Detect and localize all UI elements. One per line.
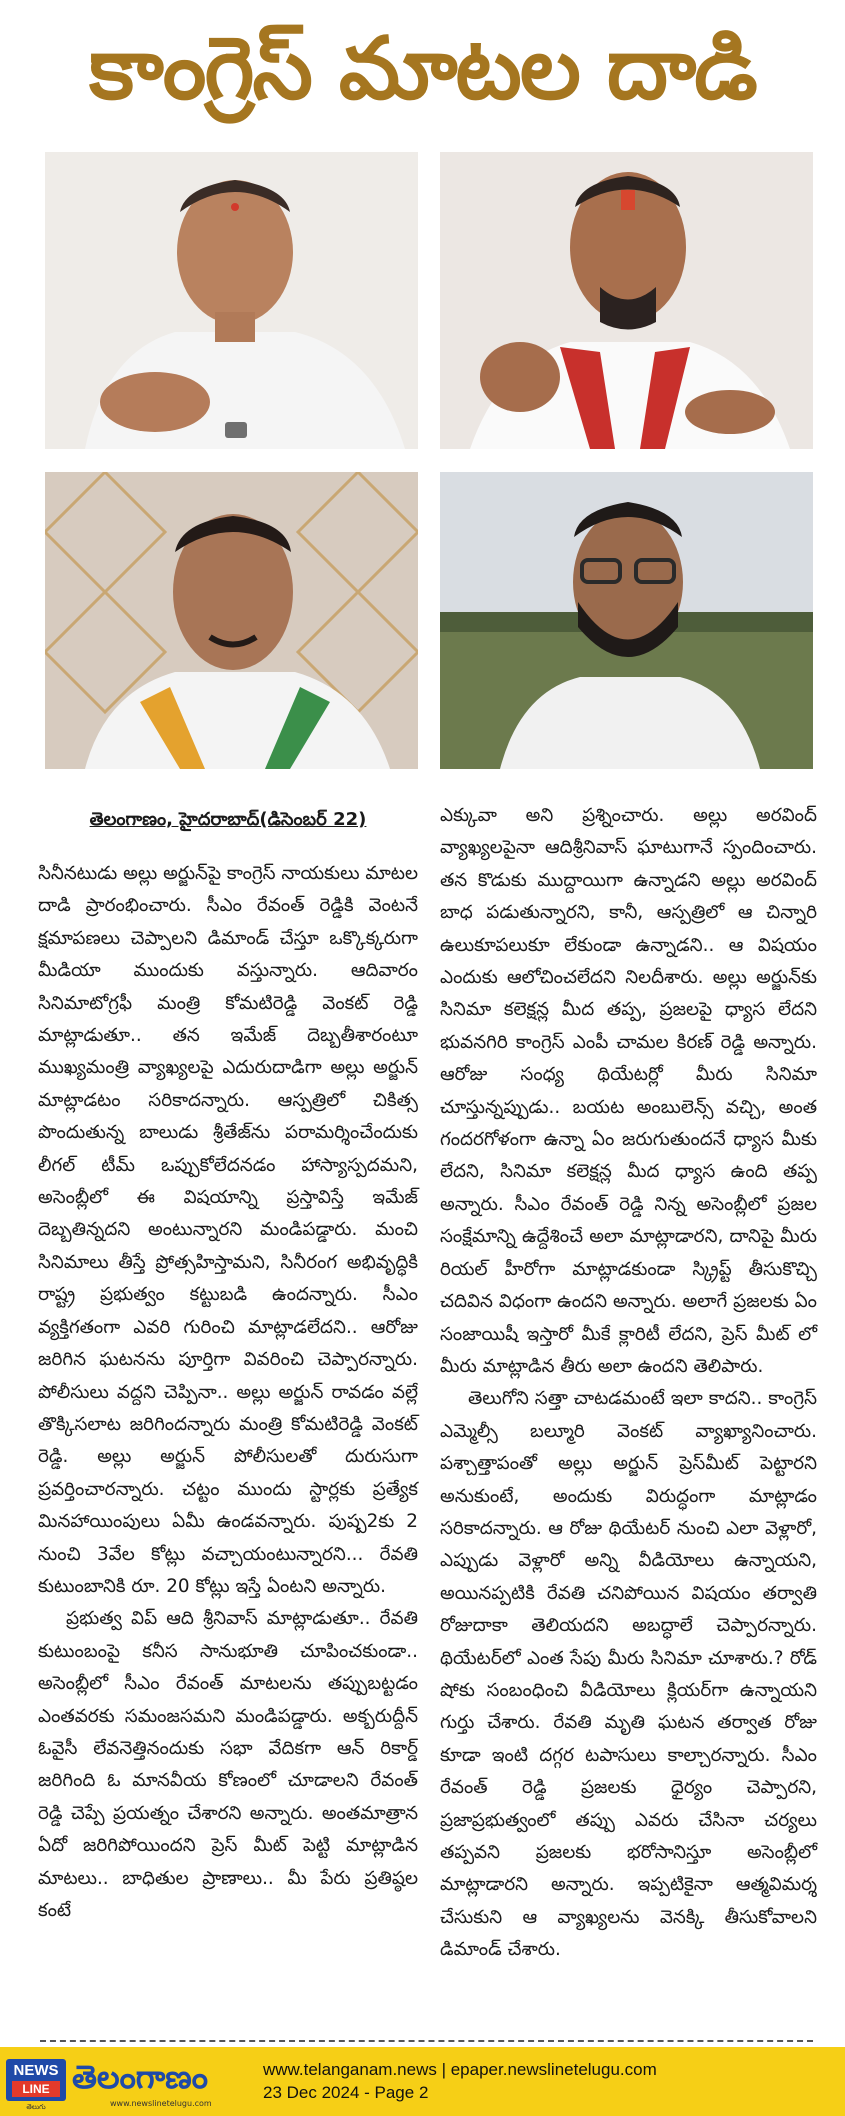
newsline-logo[interactable]: NEWS LINE (6, 2059, 66, 2101)
photo-whip-portrait (440, 152, 813, 449)
paragraph: తెలుగోని సత్తా చాటడమంటే ఇలా కాదని.. కాంగ్రెస్ ఎమ్మెల్సీ బల్మూరి వెంకట్ వ్యాఖ్యానించారు. పశ్చాత్తాపంతో అల్లు అర్జున్ ప్రెస్‌మీట్ పెట్టారని అనుకుంటే, అందుకు విరుద్ధంగా మాట్లాడం సరికాదన్నారు. ఆ రోజు థియేటర్ నుంచి ఎలా వెళ్లారో, ఎప్పుడు వెళ్లారో అన్ని వీడియోలు ఉన్నాయని, అయినప్పటికి రేవతి చనిపోయిన విషయం తర్వాతి రోజుదాకా తెలియదని అబద్ధాలే చెప్పారన్నారు. థియేటర్‌లో ఎంత సేపు మీరు సినిమా చూశారు.? రోడ్ షోకు సంబంధించి వీడియోలు క్లియర్‌గా ఉన్నాయని గుర్తు చేశారు. రేవతి మృతి ఘటన తర్వాత రోజు కూడా ఇంటి దగ్గర టపాసులు కాల్చారన్నారు. సీఎం రేవంత్ రెడ్డి ప్రజలకు ధైర్యం చెప్పారని, ప్రజాప్రభుత్వంలో తప్పు ఎవరు చేసినా చర్యలు తప్పవని ప్రజలకు భరోసానిస్తూ అసెంబ్లీలో మాట్లాడారని అన్నారు. ఇప్పటికైనా ఆత్మవిమర్శ చేసుకుని ఆ వ్యాఖ్యలను వెనక్కి తీసుకోవాలని డిమాండ్ చేశారు. (440, 1388, 817, 1961)
logo-subtitle: తెలుగు (26, 2103, 46, 2111)
brand-url[interactable]: www.newslinetelugu.com (110, 2099, 212, 2108)
footer-sites[interactable]: www.telanganam.news | epaper.newslinetelugu.com (263, 2060, 657, 2079)
footer-edition: 23 Dec 2024 - Page 2 (263, 2083, 429, 2102)
divider (40, 2040, 813, 2042)
paragraph: ఎక్కువా అని ప్రశ్నించారు. అల్లు అరవింద్ వ్యాఖ్యలపైనా ఆదిశ్రీనివాస్ ఘాటుగానే స్పందించారు. తన కొడుకు ముద్దాయిగా ఉన్నాడని అల్లు అరవింద్ బాధ పడుతున్నారని, కానీ, ఆస్పత్రిలో ఆ చిన్నారి ఉలుకూపలుకూ లేకుండా ఉన్నాడని.. ఆ విషయం ఎందుకు ఆలోచించలేదని నిలదీశారు. అల్లు అర్జున్‌కు సినిమా కలెక్షన్ల మీద తప్ప, ప్రజలపై ధ్యాస లేదని భువనగిరి కాంగ్రెస్ ఎంపీ చామల కిరణ్ రెడ్డి అన్నారు. ఆరోజు సంధ్య థియేటర్లో మీరు సినిమా చూస్తున్నప్పుడు.. బయట అంబులెన్స్ వచ్చి, అంత గందరగోళంగా ఉన్నా ఏం జరుగుతుందనే ధ్యాస మీకు లేదని, సినిమా కలెక్షన్ల మీద ధ్యాస ఉంది తప్ప అన్నారు. సీఎం రేవంత్ రెడ్డి నిన్న అసెంబ్లీలో ప్రజల సంక్షేమాన్ని ఉద్దేశించే అలా మాట్లాడారని, దానిపై మీరు రియల్ హీరోగా మాట్లాడకుండా స్క్రిప్ట్ తీసుకొచ్చి చదివిన విధంగా ఉందని అన్నారు. అలాగే ప్రజలకు ఏం సంజాయిషీ ఇస్తారో మీకే క్లారిటీ లేదని, ప్రెస్ మీట్ లో మీరు మాట్లాడిన తీరు అలా ఉందని తెలిపారు. (440, 805, 817, 1377)
photo-mp-portrait (45, 472, 418, 769)
footer (0, 2047, 845, 2116)
paragraph: సినీనటుడు అల్లు అర్జున్‌పై కాంగ్రెస్ నాయకులు మాటల దాడి ప్రారంభించారు. సీఎం రేవంత్ రెడ్డికి వెంటనే క్షమాపణలు చెప్పాలని డిమాండ్ చేస్తూ ఒక్కొక్కరుగా మీడియా ముందుకు వస్తున్నారు. ఆదివారం సినిమాటోగ్రఫీ మంత్రి కోమటిరెడ్డి వెంకట్ రెడ్డి మాట్లాడుతూ.. తన ఇమేజ్ దెబ్బతీశారంటూ ముఖ్యమంత్రి వ్యాఖ్యలపై ఎదురుదాడిగా అల్లు అర్జున్ మాట్లాడటం సరికాదన్నారు. ఆస్పత్రిలో చికిత్స పొందుతున్న బాలుడు శ్రీతేజ్‌ను పరామర్శించేందుకు లీగల్ టీమ్ ఒప్పుకోలేదనడం హాస్యాస్పదమని, అసెంబ్లీలో ఈ విషయాన్ని ప్రస్తావిస్తే ఇమేజ్ దెబ్బతిన్నదని అంటున్నారని మండిపడ్డారు. మంచి సినిమాలు తీస్తే ప్రోత్సహిస్తామని, సినీరంగ అభివృద్ధికి రాష్ట్ర ప్రభుత్వం కట్టుబడి ఉందన్నారు. సీఎం వ్యక్తిగతంగా ఎవరి గురించి మాట్లాడలేదని.. ఆరోజు జరిగిన ఘటనను పూర్తిగా వివరించి చెప్పారన్నారు. పోలీసులు వద్దని చెప్పినా.. అల్లు అర్జున్ రావడం వల్లే తొక్కిసలాట జరిగిందన్నారు మంత్రి కోమటిరెడ్డి వెంకట్ రెడ్డి. అల్లు అర్జున్ పోలీసులతో దురుసుగా ప్రవర్తించారన్నారు. చట్టం ముందు స్టార్లకు ప్రత్యేక మినహాయింపులు ఏమీ ఉండవన్నారు. పుష్ప2కు 2 నుంచి 3వేల కోట్లు వచ్చాయంటున్నారని... రేవతి కుటుంబానికి రూ. 20 కోట్లు ఇస్తే ఏంటని అన్నారు. (38, 863, 418, 1597)
paragraph: ప్రభుత్వ విప్ ఆది శ్రీనివాస్ మాట్లాడుతూ.. రేవతి కుటుంబంపై కనీస సానుభూతి చూపించకుండా.. అసెంబ్లీలో సీఎం రేవంత్ మాటలను తప్పుబట్టడం ఎంతవరకు సమంజసమని మండిపడ్డారు. అక్బరుద్దీన్ ఓవైసీ లేవనెత్తినందుకు సభా వేదికగా ఆన్ రికార్డ్ జరిగింది ఓ మానవీయ కోణంలో చూడాలని రేవంత్ రెడ్డి చెప్పే ప్రయత్నం చేశారని అన్నారు. అంతమాత్రాన ఏదో జరిగిపోయిందని ప్రెస్ మీట్ పెట్టి మాట్లాడిన మాటలు.. బాధితుల ప్రాణాలు.. మీ పేరు ప్రతిష్ఠల కంటే (38, 1608, 418, 1921)
left-column (38, 800, 418, 1927)
photo-minister-portrait (45, 152, 418, 449)
dateline: తెలంగాణం, హైదరాబాద్(డిసెంబర్ 22) (89, 809, 367, 830)
brand-name: తెలంగాణం (72, 2058, 208, 2096)
photo-mlc-portrait (440, 472, 813, 769)
right-column (440, 800, 817, 1967)
headline: కాంగ్రెస్ మాటల దాడి (89, 19, 756, 119)
